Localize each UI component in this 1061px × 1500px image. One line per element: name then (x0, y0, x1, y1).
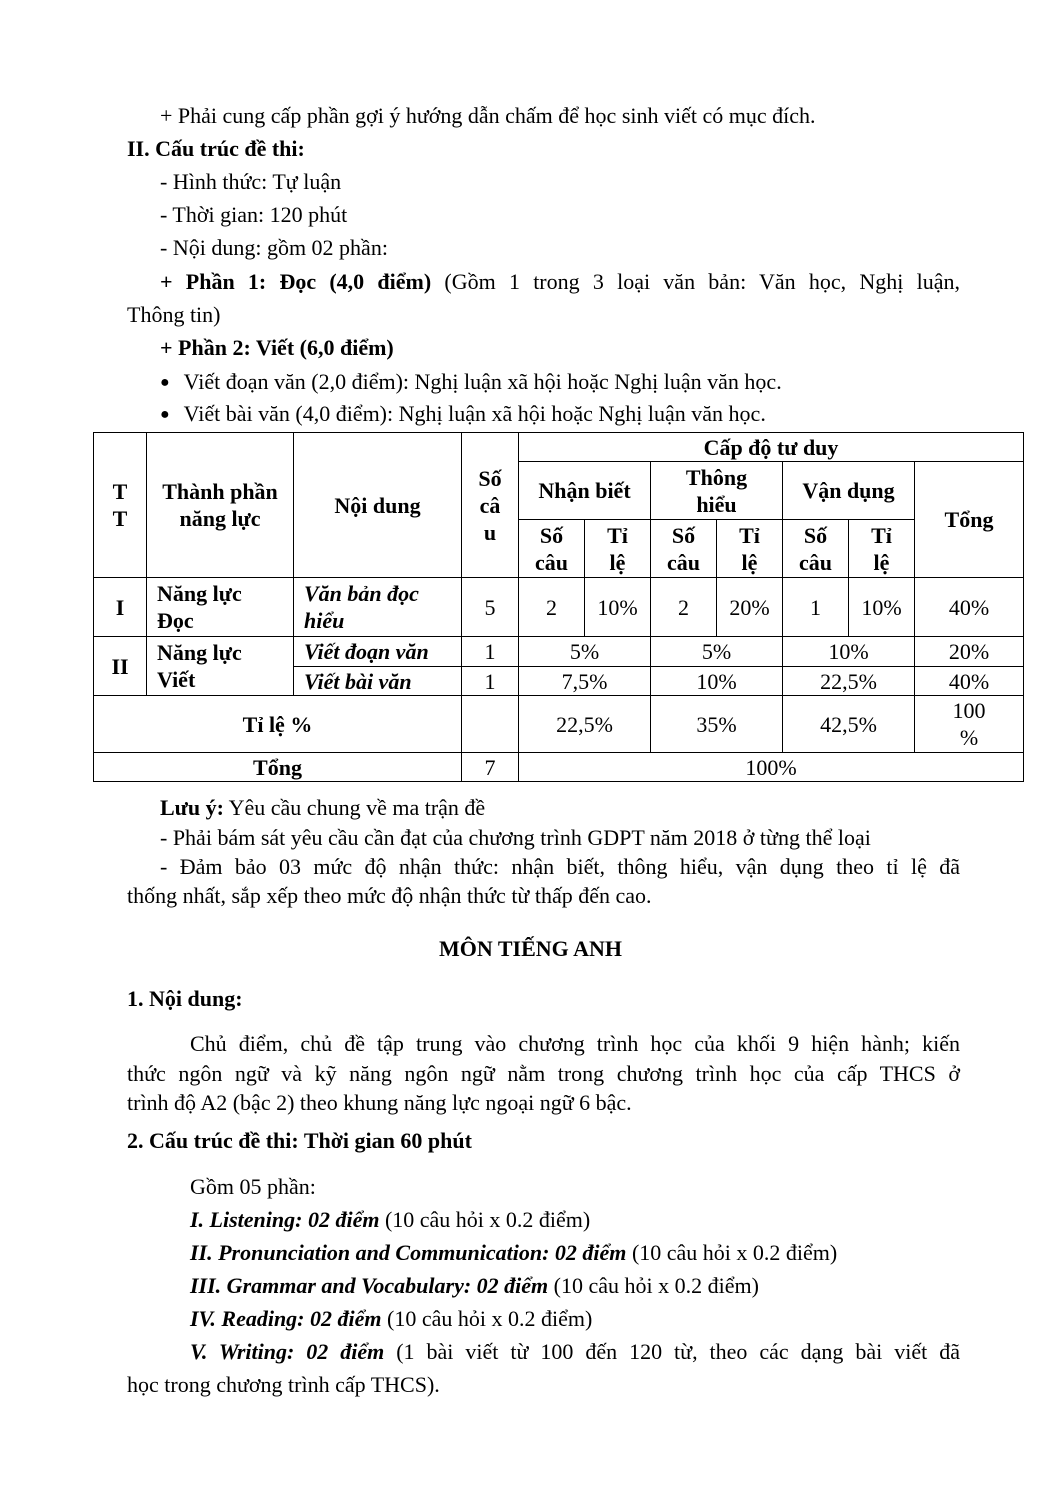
english-part-writing-continued: học trong chương trình cấp THCS). (127, 1372, 440, 1397)
bullet-item-paragraph: ● Viết đoạn văn (2,0 điểm): Nghị luận xã hội hoặc Nghị luận văn học. (160, 369, 782, 394)
english-content-title: 1. Nội dung: (127, 986, 243, 1011)
cell-content: Viết bài văn (294, 667, 462, 696)
note-label: Lưu ý: (160, 795, 224, 820)
english-part-grammar: III. Grammar and Vocabulary: 02 điểm (10 câu hỏi x 0.2 điểm) (190, 1273, 759, 1298)
cell-content: Viết đoạn văn (294, 637, 462, 667)
part2-label: + Phần 2: Viết (6,0 điểm) (160, 335, 394, 360)
header-ratio: Tỉ lệ (717, 520, 783, 578)
cell-tt: I (94, 578, 147, 637)
cell-sum-value: 100% (519, 753, 1024, 782)
cell-component: Năng lực Viết (147, 637, 294, 696)
header-content: Nội dung (294, 433, 462, 578)
assessment-matrix-table (93, 432, 1024, 782)
header-count: Số câ u (462, 433, 519, 578)
cell-understand-count: 2 (651, 578, 717, 637)
header-ratio: Tỉ lệ (849, 520, 915, 578)
bullet-icon: ● (160, 374, 170, 391)
header-component: Thành phần năng lực (147, 433, 294, 578)
english-section-title: MÔN TIẾNG ANH (439, 936, 622, 961)
section-title-exam-structure: II. Cấu trúc đề thi: (127, 136, 305, 161)
header-apply: Vận dụng (783, 462, 915, 520)
cell-tt: II (94, 637, 147, 696)
note-line: Lưu ý: Yêu cầu chung về ma trận đề (160, 795, 486, 820)
header-thinking-level: Cấp độ tư duy (519, 433, 1024, 462)
cell-apply-count: 1 (783, 578, 849, 637)
exam-time: - Thời gian: 120 phút (160, 202, 348, 227)
cell-count: 1 (462, 637, 519, 667)
cell-recognize-ratio: 10% (585, 578, 651, 637)
table-row (94, 637, 1024, 667)
english-content-text: thức ngôn ngữ và kỹ năng ngôn ngữ nằm trong chương trình học của cấp THCS ở (127, 1061, 960, 1086)
cell-recognize-ratio: 7,5% (519, 667, 651, 696)
cell-apply-ratio: 10% (849, 578, 915, 637)
header-recognize: Nhận biết (519, 462, 651, 520)
english-content-text: trình độ A2 (bậc 2) theo khung năng lực ngoại ngữ 6 bậc. (127, 1090, 632, 1115)
note-item: - Phải bám sát yêu cầu cần đạt của chương trình GDPT năm 2018 ở từng thể loại (160, 825, 871, 850)
cell-apply-ratio: 42,5% (783, 696, 915, 753)
table-row-ratio (94, 696, 1024, 753)
table-row-sum (94, 753, 1024, 782)
cell-count: 1 (462, 667, 519, 696)
cell-total: 20% (915, 637, 1024, 667)
english-part-writing: V. Writing: 02 điểm (1 bài viết từ 100 đến 120 từ, theo các dạng bài viết đã (190, 1339, 960, 1364)
english-part-listening: I. Listening: 02 điểm (10 câu hỏi x 0.2 điểm) (190, 1207, 591, 1232)
part1-line (160, 266, 960, 298)
cell-recognize-count: 2 (519, 578, 585, 637)
english-structure-title: 2. Cấu trúc đề thi: Thời gian 60 phút (127, 1128, 472, 1153)
english-part-reading: IV. Reading: 02 điểm (10 câu hỏi x 0.2 điểm) (190, 1306, 593, 1331)
table-header-row (94, 433, 1024, 462)
cell-understand-ratio: 20% (717, 578, 783, 637)
part1-desc: (Gồm 1 trong 3 loại văn bản: Văn học, Nghị luận, (431, 269, 960, 294)
cell-total: 40% (915, 667, 1024, 696)
exam-form: - Hình thức: Tự luận (160, 169, 342, 194)
english-content-text: Chủ điểm, chủ đề tập trung vào chương trình học của khối 9 hiện hành; kiến (190, 1031, 960, 1056)
cell-recognize-ratio: 5% (519, 637, 651, 667)
cell-total: 40% (915, 578, 1024, 637)
header-question-count: Số câu (783, 520, 849, 578)
header-question-count: Số câu (651, 520, 717, 578)
table-row (94, 578, 1024, 637)
english-parts-intro: Gồm 05 phần: (190, 1174, 316, 1199)
cell-sum-label: Tổng (94, 753, 462, 782)
header-total: Tổng (915, 462, 1024, 578)
cell-count: 7 (462, 753, 519, 782)
part1-desc-continued: Thông tin) (127, 302, 221, 327)
note-item-continued: thống nhất, sắp xếp theo mức độ nhận thức từ thấp đến cao. (127, 883, 652, 908)
header-tt: T T (94, 433, 147, 578)
cell-understand-ratio: 10% (651, 667, 783, 696)
cell-empty (462, 696, 519, 753)
exam-content: - Nội dung: gồm 02 phần: (160, 235, 388, 260)
cell-recognize-ratio: 22,5% (519, 696, 651, 753)
bullet-item-essay: ● Viết bài văn (4,0 điểm): Nghị luận xã hội hoặc Nghị luận văn học. (160, 401, 766, 426)
cell-count: 5 (462, 578, 519, 637)
header-ratio: Tỉ lệ (585, 520, 651, 578)
english-part-pronunciation: II. Pronunciation and Communication: 02 điểm (10 câu hỏi x 0.2 điểm) (190, 1240, 838, 1265)
cell-apply-ratio: 22,5% (783, 667, 915, 696)
cell-understand-ratio: 35% (651, 696, 783, 753)
part1-label: + Phần 1: Đọc (4,0 điểm) (160, 269, 432, 294)
guideline-line: + Phải cung cấp phần gợi ý hướng dẫn chấm để học sinh viết có mục đích. (160, 103, 816, 128)
cell-apply-ratio: 10% (783, 637, 915, 667)
cell-total: 100 % (915, 696, 1024, 753)
cell-understand-ratio: 5% (651, 637, 783, 667)
bullet-icon: ● (160, 406, 170, 423)
cell-content: Văn bản đọc hiểu (294, 578, 462, 637)
header-understand: Thông hiểu (651, 462, 783, 520)
header-question-count: Số câu (519, 520, 585, 578)
cell-component: Năng lực Đọc (147, 578, 294, 637)
cell-ratio-label: Tỉ lệ % (94, 696, 462, 753)
note-item: - Đảm bảo 03 mức độ nhận thức: nhận biết, thông hiểu, vận dụng theo tỉ lệ đã (160, 854, 960, 879)
